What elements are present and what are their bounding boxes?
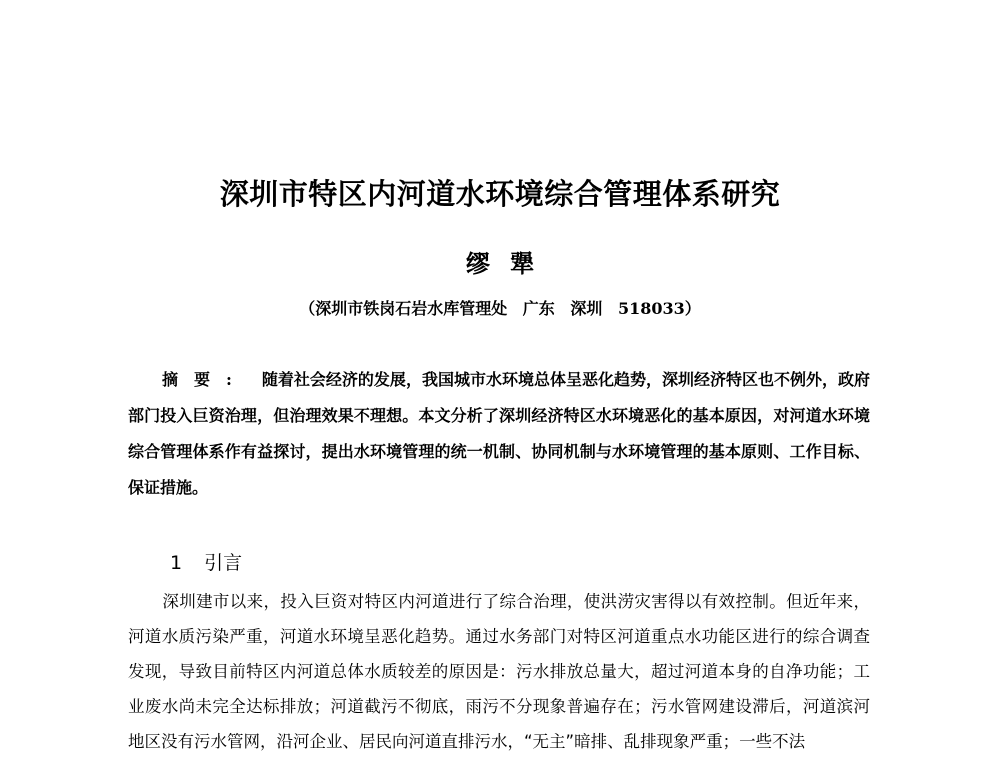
body-paragraph: [128, 584, 870, 759]
body-text: 深圳建市以来，投入巨资对特区内河道进行了综合治理，使洪涝灾害得以有效控制。但近年来，河道水质污染严重，河道水环境呈恶化趋势。通过水务部门对特区河道重点水功能区进行的综合调查发现，导致目前特区内河道总体水质较差的原因是：污水排放总量大，超过河道本身的自净功能；工业废水尚未完全达标排放；河道截污不彻底，雨污不分现象普遍存在；污水管网建设滞后，河道滨河地区没有污水管网，沿河企业、居民向河道直排污水，“无主”暗排、乱排现象严重；一些不法: [128, 592, 870, 751]
paper-title: 深圳市特区内河道水环境综合管理体系研究: [219, 177, 781, 211]
abstract: [128, 362, 870, 506]
author-name: 缪犟: [466, 249, 554, 278]
abstract-text: 随着社会经济的发展，我国城市水环境总体呈恶化趋势，深圳经济特区也不例外，政府部门投入巨资治理，但治理效果不理想。本文分析了深圳经济特区水环境恶化的基本原因，对河道水环境综合管理体系作有益探讨，提出水环境管理的统一机制、协同机制与水环境管理的基本原则、工作目标、保证措施。: [128, 370, 870, 497]
affiliation: （深圳市铁岗石岩水库管理处 广东 深圳 518033）: [299, 299, 701, 318]
abstract-label: 摘要:: [162, 370, 248, 389]
section-heading: [170, 548, 242, 575]
section-number: 1: [170, 552, 183, 574]
section-title: 引言: [204, 552, 243, 574]
